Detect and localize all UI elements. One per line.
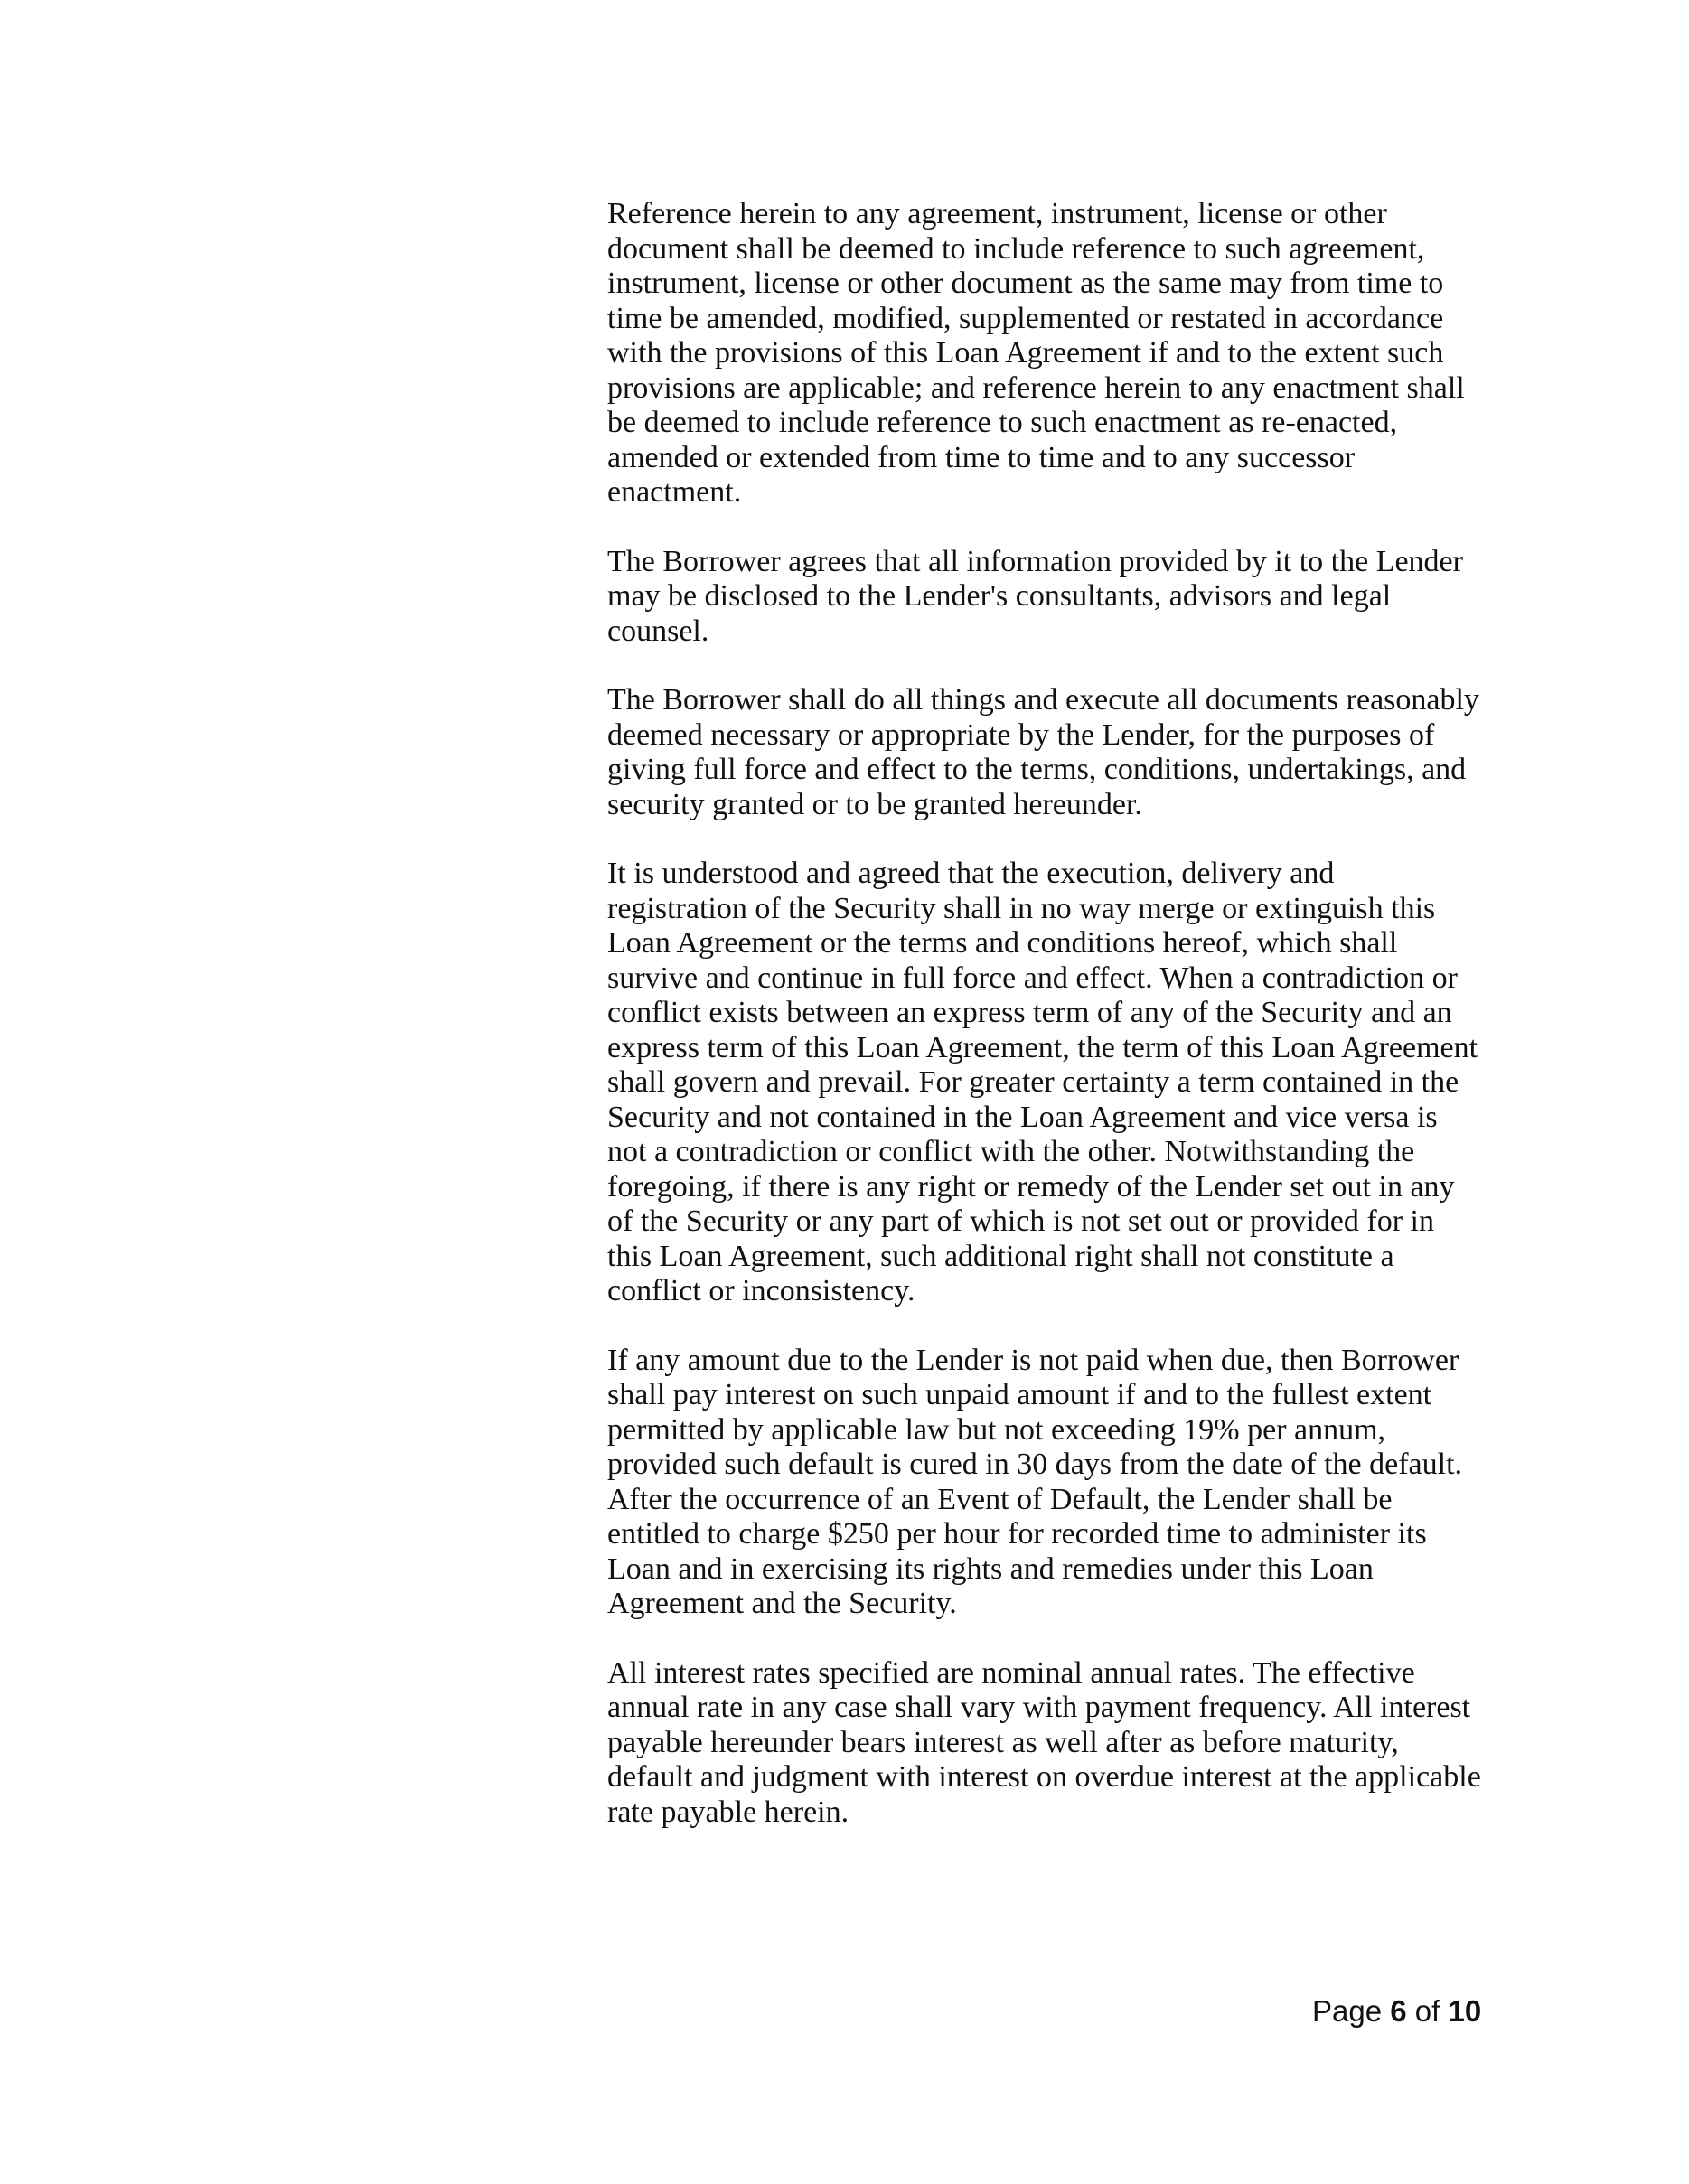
text-line: After the occurrence of an Event of Default, the Lender shall be [607, 1482, 1393, 1516]
text-line: entitled to charge $250 per hour for recorded time to administer its [607, 1517, 1427, 1551]
text-line: If any amount due to the Lender is not paid when due, then Borrower [607, 1343, 1459, 1377]
text-line: rate payable herein. [607, 1795, 849, 1829]
text-line: Security and not contained in the Loan Agreement and vice versa is [607, 1100, 1438, 1134]
paragraph [607, 1344, 1477, 1622]
text-line: be deemed to include reference to such enactment as re-enacted, [607, 406, 1398, 439]
text-line: giving full force and effect to the terms, conditions, undertakings, and [607, 753, 1467, 786]
text-line: Loan Agreement or the terms and conditions hereof, which shall [607, 926, 1398, 960]
text-line: provided such default is cured in 30 days from the date of the default. [607, 1448, 1463, 1481]
text-line: annual rate in any case shall vary with payment frequency. All interest [607, 1691, 1471, 1724]
text-line: Reference herein to any agreement, instrument, license or other [607, 197, 1387, 230]
text-line: this Loan Agreement, such additional right shall not constitute a [607, 1239, 1394, 1273]
text-line: security granted or to be granted hereunder. [607, 787, 1142, 821]
text-line: shall govern and prevail. For greater certainty a term contained in the [607, 1065, 1459, 1099]
text-line: conflict exists between an express term of any of the Security and an [607, 996, 1452, 1029]
text-line: permitted by applicable law but not exceeding 19% per annum, [607, 1412, 1386, 1447]
page-number-footer [1312, 1993, 1493, 2029]
text-line: may be disclosed to the Lender's consultants, advisors and legal [607, 579, 1392, 613]
text-line: registration of the Security shall in no way merge or extinguish this [607, 891, 1436, 925]
text-line: All interest rates specified are nominal annual rates. The effective [607, 1655, 1415, 1690]
page-label: Page [1312, 1994, 1383, 2028]
text-line: payable hereunder bears interest as well after as before maturity, [607, 1725, 1399, 1759]
text-line: The Borrower agrees that all information provided by it to the Lender [607, 544, 1463, 578]
text-line: of the Security or any part of which is not set out or provided for in [607, 1204, 1434, 1238]
text-line: foregoing, if there is any right or remedy of the Lender set out in any [607, 1169, 1455, 1204]
text-line: Agreement and the Security. [607, 1587, 957, 1620]
text-line: survive and continue in full force and effect. When a contradiction or [607, 961, 1458, 995]
document-body [607, 197, 1481, 1830]
total-pages-number: 10 [1448, 1994, 1482, 2028]
paragraph [607, 1655, 1481, 1831]
text-line: provisions are applicable; and reference herein to any enactment shall [607, 370, 1465, 405]
text-line: shall pay interest on such unpaid amount if and to the fullest extent [607, 1378, 1432, 1411]
current-page-number: 6 [1390, 1994, 1407, 2028]
text-line: counsel. [607, 614, 709, 648]
text-line: It is understood and agreed that the execution, delivery and [607, 857, 1335, 890]
paragraph [607, 197, 1477, 511]
of-label: of [1414, 1994, 1440, 2028]
text-line: The Borrower shall do all things and execute all documents reasonably [607, 683, 1479, 717]
paragraph [607, 545, 1477, 650]
text-line: document shall be deemed to include reference to such agreement, [607, 231, 1425, 266]
text-line: default and judgment with interest on overdue interest at the applicable [607, 1760, 1481, 1794]
text-line: time be amended, modified, supplemented or restated in accordance [607, 301, 1444, 335]
text-line: not a contradiction or conflict with the other. Notwithstanding the [607, 1135, 1415, 1168]
text-line: conflict or inconsistency. [607, 1274, 915, 1308]
text-line: amended or extended from time to time and to any successor [607, 440, 1356, 474]
text-line: enactment. [607, 475, 742, 509]
paragraph [607, 683, 1477, 822]
text-line: express term of this Loan Agreement, the term of this Loan Agreement [607, 1030, 1478, 1064]
text-line: with the provisions of this Loan Agreement if and to the extent such [607, 336, 1444, 370]
paragraph [607, 857, 1477, 1309]
text-line: Loan and in exercising its rights and remedies under this Loan [607, 1551, 1374, 1586]
text-line: deemed necessary or appropriate by the Lender, for the purposes of [607, 717, 1435, 752]
text-line: instrument, license or other document as the same may from time to [607, 267, 1444, 300]
